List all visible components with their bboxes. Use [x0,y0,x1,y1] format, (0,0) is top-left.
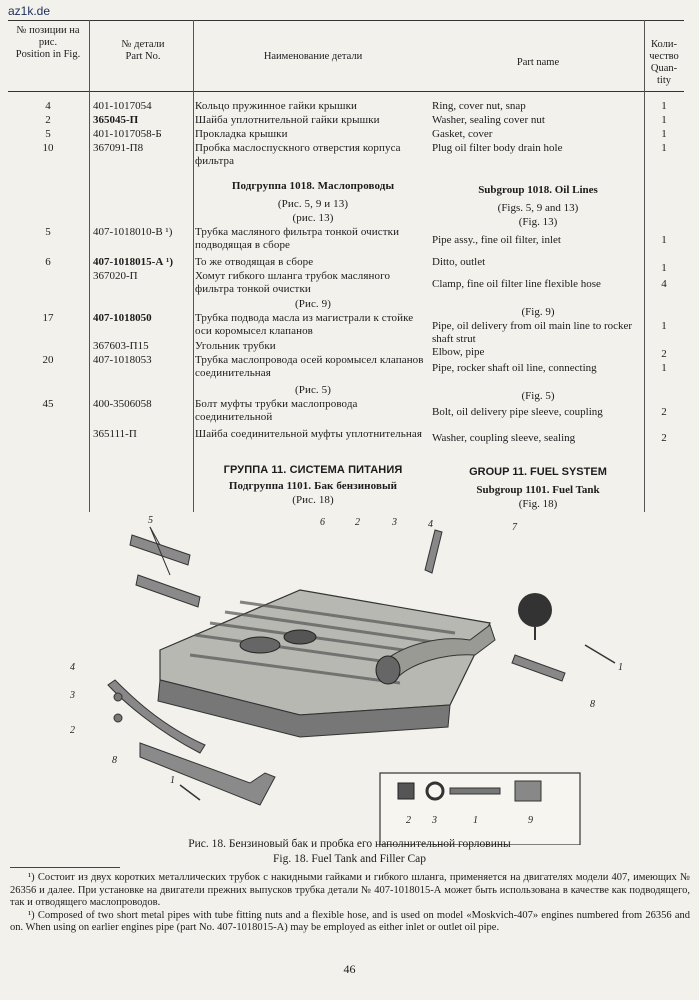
column-divider [89,20,90,512]
row-name-ru: Угольник трубки [195,340,276,352]
header-position-en: Position in Fig. [15,49,81,60]
row-name-ru: Кольцо пружинное гайки крышки [195,100,358,112]
footnote-ru: ¹) Состоит из двух коротких металлических трубок с накидными гайками и гибкого шланга, применяется на двигателях модели 407, имеющих № 26356 и далее. При установке на двигатели прежних выпусков трубка детали № 407-1018015-А может быть использована в качестве как подводящего, так и отводящего маслопроводов. [10,872,690,908]
row-name-en: Elbow, pipe [432,346,485,358]
callout: 3 [70,690,75,701]
row-name-en: Gasket, cover [432,128,493,140]
row-quantity: 1 [661,100,667,112]
row-part-number: 365045-П [93,114,139,126]
subgroup-figs-en: (Figs. 5, 9 and 13) [497,202,579,214]
strap-top [130,527,200,607]
group-subtitle-en: Subgroup 1101. Fuel Tank [476,484,600,496]
callout: 2 [70,725,75,736]
row-name-en: Ditto, outlet [432,256,486,268]
fuel-tank-illustration [50,515,650,845]
callout: 7 [512,522,517,533]
header-part-number-ru: № детали [121,39,165,50]
fig9-ru: (Рис. 9) [294,298,331,310]
row-position: 6 [45,256,51,268]
row-part-number: 400-3506058 [93,398,152,410]
row-position: 5 [45,128,51,140]
row-part-number: 367603-П15 [93,340,149,352]
column-divider [193,20,194,512]
header-part-name-ru: Наименование детали [263,51,363,62]
table-header [8,20,684,92]
subgroup-figs-ru: (Рис. 5, 9 и 13) [277,198,349,210]
row-part-number: 407-1018010-В ¹) [93,226,173,238]
callout: 3 [432,815,437,826]
callout: 1 [170,775,175,786]
row-position: 45 [42,398,54,410]
row-position: 20 [42,354,54,366]
callout: 9 [528,815,533,826]
row-name-en: Plug oil filter body drain hole [432,142,563,154]
row-name-en: Pipe, rocker shaft oil line, connecting [432,362,597,374]
row-name-ru: То же отводящая в сборе [195,256,314,268]
row-quantity: 1 [661,142,667,154]
header-quantity-en: Quan- tity [650,63,678,86]
row-name-ru: Болт муфты трубки маслопровода соединительной [195,398,358,423]
row-position: 10 [42,142,54,154]
row-quantity: 2 [661,406,667,418]
row-quantity: 1 [661,128,667,140]
row-quantity: 2 [661,348,667,360]
fig9-en: (Fig. 9) [521,306,555,318]
group-subtitle-ru: Подгруппа 1101. Бак бензиновый [228,480,398,492]
site-watermark: az1k.de [8,4,51,18]
subgroup-title-ru: Подгруппа 1018. Маслопроводы [231,180,395,192]
header-quantity-ru: Коли- чество [649,39,679,62]
callout: 1 [473,815,478,826]
footnote-divider [10,867,120,868]
row-quantity: 1 [661,114,667,126]
callout: 2 [406,815,411,826]
fig13-ru: (рис. 13) [292,212,334,224]
callout: 6 [320,517,325,528]
fig18-en: (Fig. 18) [518,498,558,510]
fig5-en: (Fig. 5) [521,390,555,402]
header-quantity [644,39,684,87]
header-part-number-en: Part No. [125,51,161,62]
row-name-ru: Шайба соединительной муфты уплотнительная [195,428,423,440]
callout: 2 [355,517,360,528]
row-name-ru: Трубка подвода масла из магистрали к стойке оси коромысел клапанов [195,312,414,337]
row-name-en: Pipe assy., fine oil filter, inlet [432,234,561,246]
row-quantity: 1 [661,320,667,332]
row-quantity: 1 [661,234,667,246]
row-position: 5 [45,226,51,238]
page-number: 46 [343,962,356,976]
fig13-en: (Fig. 13) [518,216,558,228]
row-name-en: Clamp, fine oil filter line flexible hose [432,278,601,290]
group-title-en: GROUP 11. FUEL SYSTEM [469,466,607,478]
row-position: 2 [45,114,51,126]
row-name-ru: Трубка маслопровода осей коромысел клапанов соединительная [195,354,424,379]
row-name-ru: Пробка маслоспускного отверстия корпуса фильтра [195,142,401,167]
callout: 1 [618,662,623,673]
header-position [8,25,88,61]
row-name-en: Bolt, oil delivery pipe sleeve, coupling [432,406,603,418]
row-name-ru: Хомут гибкого шланга трубок масляного фильтра тонкой очистки [195,270,391,295]
strap-bottom [140,743,275,805]
row-name-ru: Шайба уплотнительной гайки крышки [195,114,380,126]
row-name-en: Pipe, oil delivery from oil main line to rocker shaft strut [432,320,633,345]
group-title-ru: ГРУППА 11. СИСТЕМА ПИТАНИЯ [223,464,403,476]
row-quantity: 1 [661,262,667,274]
footnotes [10,872,690,935]
row-name-ru: Трубка масляного фильтра тонкой очистки подводящая в сборе [195,226,400,251]
row-part-number: 407-1018053 [93,354,152,366]
fig18-ru: (Рис. 18) [292,494,334,506]
filler-cap [518,593,552,640]
row-name-en: Washer, sealing cover nut [432,114,545,126]
header-position-ru: № позиции на рис. [16,25,80,48]
row-position: 17 [42,312,54,324]
fuel-tank [158,590,490,737]
row-quantity: 1 [661,362,667,374]
cap-parts-inset [380,773,580,845]
row-name-en: Washer, coupling sleeve, sealing [432,432,576,444]
footnote-en: ¹) Composed of two short metal pipes with tube fitting nuts and a flexible hose, and is used on model «Moskvich-407» engines numbered from 26356 and on. When using on earlier engines pipe (part No. 407-1018015-А) may be employed as either inlet or outlet oil pipe. [10,909,690,933]
row-position: 4 [45,100,51,112]
callout: 8 [590,699,595,710]
row-part-number: 407-1018050 [93,312,152,324]
row-part-number: 407-1018015-А ¹) [93,256,173,268]
row-part-number: 367091-П8 [93,142,144,154]
header-part-name-en: Part name [516,57,560,68]
row-part-number: 365111-П [93,428,137,440]
row-part-number: 401-1017058-Б [93,128,162,140]
row-part-number: 367020-П [93,270,138,282]
figure-caption-en: Fig. 18. Fuel Tank and Filler Cap [273,853,426,865]
row-quantity: 2 [661,432,667,444]
row-part-number: 401-1017054 [93,100,152,112]
fig5-ru: (Рис. 5) [294,384,331,396]
row-quantity: 4 [661,278,667,290]
parts-table [8,20,684,512]
callout: 5 [148,515,153,526]
callout: 4 [428,519,433,530]
callout: 3 [392,517,397,528]
row-name-en: Ring, cover nut, snap [432,100,526,112]
subgroup-title-en: Subgroup 1018. Oil Lines [478,184,598,196]
callout: 4 [70,662,75,673]
row-name-ru: Прокладка крышки [195,128,288,140]
header-part-number [93,39,193,63]
callout: 8 [112,755,117,766]
figure-caption-ru: Рис. 18. Бензиновый бак и пробка его наполнительной горловины [188,838,511,850]
